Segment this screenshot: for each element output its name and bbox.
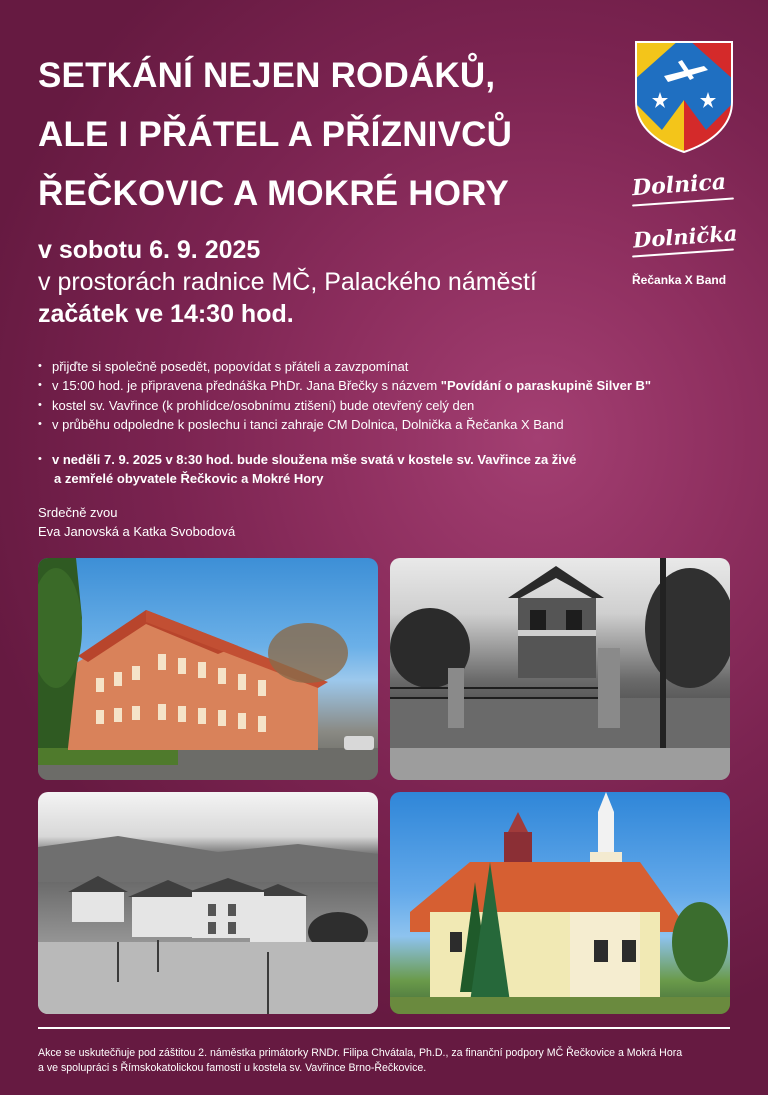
footer-divider (38, 1027, 730, 1029)
greeting-line-1: Srdečně zvou (38, 505, 118, 520)
greeting (38, 503, 235, 541)
event-start-time: začátek ve 14:30 hod. (38, 300, 294, 328)
program-item: • přijďte si společně posedět, popovídat s přáteli a zavzpomínat (38, 357, 651, 376)
program-item: • v průběhu odpoledne k poslechu i tanci zahraje CM Dolnica, Dolnička a Řečanka X Band (38, 415, 651, 434)
band-logo-recanka: Řečanka X Band (632, 273, 727, 287)
photo-town-hall (38, 558, 378, 780)
photo-church (390, 792, 730, 1014)
photo-villa-historic (390, 558, 730, 780)
program-item-lecture (38, 376, 651, 395)
band-logo-dolnica: Dolnica (631, 168, 727, 202)
organizers: Eva Janovská a Katka Svobodová (38, 524, 236, 539)
photo-village-historic (38, 792, 378, 1014)
event-place: v prostorách radnice MČ, Palackého náměstí (38, 268, 537, 296)
lecture-title: "Povídání o paraskupině Silver B" (440, 378, 652, 394)
title-line-3: ŘEČKOVIC A MOKRÉ HORY (38, 174, 509, 213)
sunday-line-1: • v neděli 7. 9. 2025 v 8:30 hod. bude sloužena mše svatá v kostele sv. Vavřince za živé (38, 450, 576, 469)
title-line-2: ALE I PŘÁTEL A PŘÍZNIVCŮ (38, 115, 513, 154)
sunday-line-2: a zemřelé obyvatele Řečkovic a Mokré Hory (54, 471, 324, 486)
sunday-mass-note (38, 450, 576, 488)
lecture-text: v 15:00 hod. je připravena přednáška PhDr. Jana Břečky s názvem (52, 378, 441, 394)
footer-note (38, 1046, 738, 1076)
program-list (38, 357, 651, 434)
footer-line-1: Akce se uskutečňuje pod záštitou 2. náměstka primátorky RNDr. Filipa Chvátala, Ph.D., za finanční podpory MČ Řečkovice a Mokrá Hora (38, 1047, 683, 1059)
poster-title (38, 46, 618, 223)
event-date: v sobotu 6. 9. 2025 (38, 236, 261, 264)
program-item: • kostel sv. Vavřince (k prohlídce/osobnímu ztišení) bude otevřený celý den (38, 396, 651, 415)
title-line-1: SETKÁNÍ NEJEN RODÁKŮ, (38, 56, 496, 95)
coat-of-arms-icon (634, 40, 734, 154)
footer-line-2: a ve spolupráci s Římskokatolickou famostí u kostela sv. Vavřince Brno-Řečkovice. (38, 1062, 427, 1074)
band-logo-dolnicka: Dolnička (632, 220, 739, 253)
